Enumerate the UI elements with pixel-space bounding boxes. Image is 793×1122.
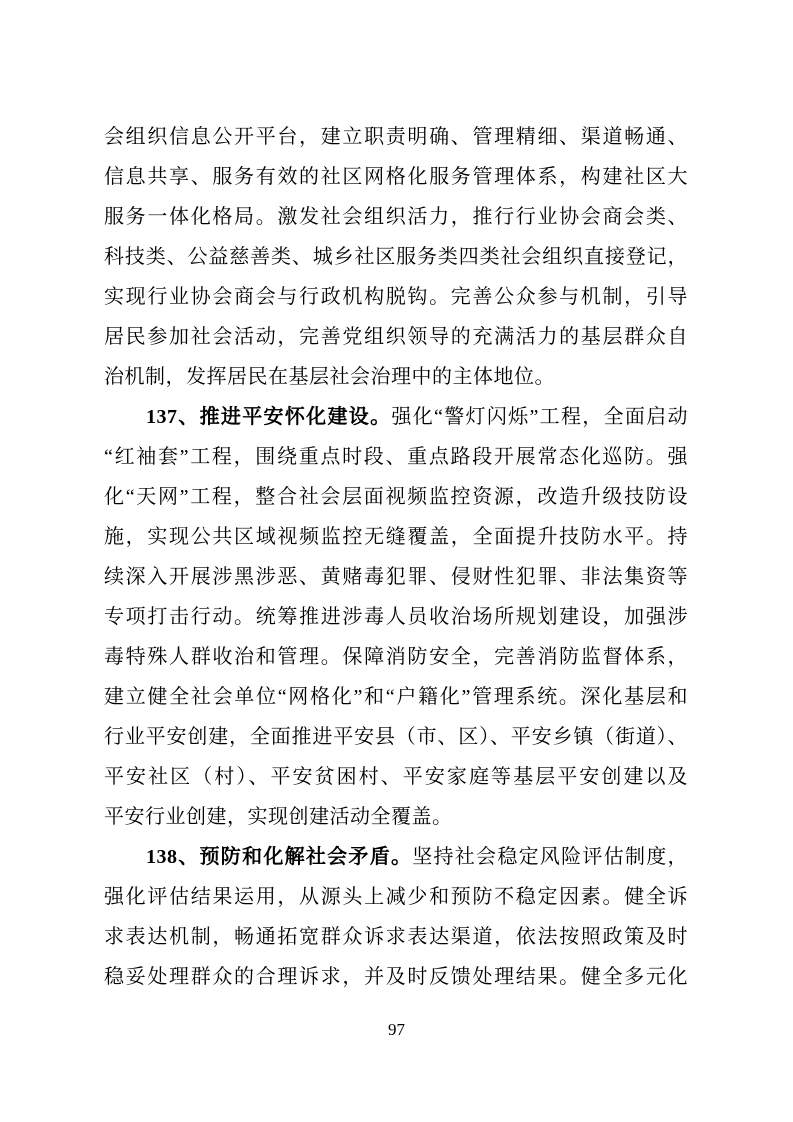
paragraph-lead: 138、预防和化解社会矛盾。 — [146, 846, 413, 868]
text-run: 求表达机制，畅通拓宽群众诉求表达渠道，依法按照政策及时 — [104, 926, 688, 948]
paragraph-lead: 137、推进平安怀化建设。 — [146, 406, 392, 428]
text-run: 稳妥处理群众的合理诉求，并及时反馈处理结果。健全多元化 — [104, 966, 688, 988]
text-line — [104, 917, 688, 957]
text-run: 服务一体化格局。激发社会组织活力，推行行业协会商会类、 — [104, 206, 688, 228]
text-line — [104, 597, 688, 637]
text-line — [104, 877, 688, 917]
text-line — [104, 757, 688, 797]
text-run: 平安社区（村）、平安贫困村、平安家庭等基层平安创建以及 — [104, 766, 688, 788]
text-run: 科技类、公益慈善类、城乡社区服务类四类社会组织直接登记， — [104, 246, 688, 268]
text-run: 会组织信息公开平台，建立职责明确、管理精细、渠道畅通、 — [104, 126, 688, 148]
text-line — [104, 437, 688, 477]
text-line — [104, 837, 688, 877]
text-run: “红袖套”工程，围绕重点时段、重点路段开展常态化巡防。强 — [104, 446, 688, 468]
text-run: 续深入开展涉黑涉恶、黄赌毒犯罪、侵财性犯罪、非法集资等 — [104, 566, 688, 588]
text-line — [104, 197, 688, 237]
text-run: 信息共享、服务有效的社区网格化服务管理体系，构建社区大 — [104, 166, 688, 188]
text-run: 平安行业创建，实现创建活动全覆盖。 — [104, 806, 453, 828]
text-line — [104, 357, 688, 397]
text-run: 坚持社会稳定风险评估制度， — [412, 846, 688, 868]
text-line — [104, 637, 688, 677]
text-line — [104, 277, 688, 317]
text-line — [104, 117, 688, 157]
text-line — [104, 517, 688, 557]
text-run: 强化评估结果运用，从源头上减少和预防不稳定因素。健全诉 — [104, 886, 688, 908]
text-run: 施，实现公共区域视频监控无缝覆盖，全面提升技防水平。持 — [104, 526, 688, 548]
document-body — [104, 117, 688, 997]
text-run: 实现行业协会商会与行政机构脱钩。完善公众参与机制，引导 — [104, 286, 688, 308]
text-line — [104, 557, 688, 597]
text-line — [104, 957, 688, 997]
text-run: 强化“警灯闪烁”工程，全面启动 — [391, 406, 688, 428]
text-run: 毒特殊人群收治和管理。保障消防安全，完善消防监督体系， — [104, 646, 688, 668]
text-line — [104, 797, 688, 837]
text-run: 治机制，发挥居民在基层社会治理中的主体地位。 — [104, 366, 555, 388]
text-run: 专项打击行动。统筹推进涉毒人员收治场所规划建设，加强涉 — [104, 606, 688, 628]
text-line — [104, 397, 688, 437]
page-number: 97 — [388, 1020, 405, 1039]
text-line — [104, 717, 688, 757]
text-run: 居民参加社会活动，完善党组织领导的充满活力的基层群众自 — [104, 326, 688, 348]
text-run: 行业平安创建，全面推进平安县（市、区）、平安乡镇（街道）、 — [104, 726, 688, 748]
text-line — [104, 477, 688, 517]
text-line — [104, 677, 688, 717]
text-line — [104, 237, 688, 277]
text-run: 化“天网”工程，整合社会层面视频监控资源，改造升级技防设 — [104, 486, 688, 508]
text-run: 建立健全社会单位“网格化”和“户籍化”管理系统。深化基层和 — [104, 686, 688, 708]
text-line — [104, 317, 688, 357]
text-line — [104, 157, 688, 197]
